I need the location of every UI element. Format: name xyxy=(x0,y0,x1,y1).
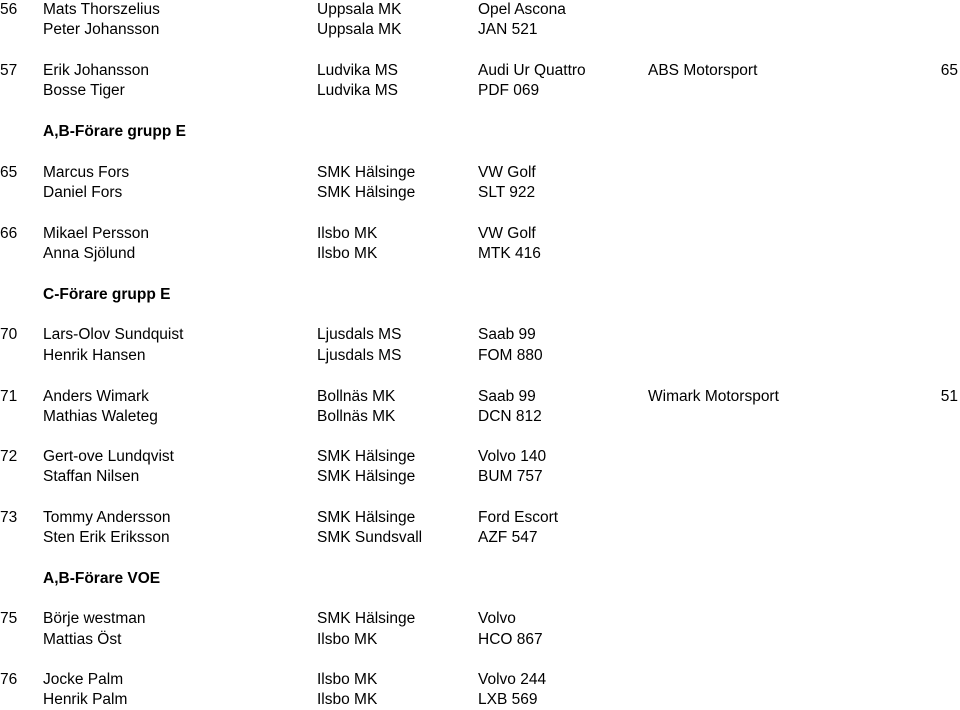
driver-club: SMK Hälsinge xyxy=(317,164,416,181)
registration: JAN 521 xyxy=(478,21,538,38)
registration: SLT 922 xyxy=(478,184,536,201)
driver-club: SMK Hälsinge xyxy=(317,509,416,526)
car-model: Volvo 140 xyxy=(478,448,547,465)
table-row xyxy=(0,508,960,528)
registration: LXB 569 xyxy=(478,691,538,708)
start-number: 65 xyxy=(0,164,18,181)
section-heading: C-Förare grupp E xyxy=(43,286,171,303)
start-number: 76 xyxy=(0,671,18,688)
car-model: Volvo 244 xyxy=(478,671,547,688)
driver-name: Gert-ove Lundqvist xyxy=(43,448,174,465)
registration: DCN 812 xyxy=(478,408,542,425)
start-number: 72 xyxy=(0,448,18,465)
table-row xyxy=(0,183,960,203)
points: 65 xyxy=(940,62,958,79)
table-row xyxy=(0,467,960,487)
codriver-club: Ilsbo MK xyxy=(317,691,378,708)
table-row xyxy=(0,407,960,427)
codriver-club: Bollnäs MK xyxy=(317,408,396,425)
start-number: 73 xyxy=(0,509,18,526)
table-row xyxy=(0,0,960,20)
driver-name: Lars-Olov Sundquist xyxy=(43,326,184,343)
table-row xyxy=(0,387,960,407)
team-name: Wimark Motorsport xyxy=(648,388,779,405)
registration: FOM 880 xyxy=(478,347,543,364)
codriver-club: SMK Hälsinge xyxy=(317,468,416,485)
car-model: Ford Escort xyxy=(478,509,559,526)
codriver-club: Ilsbo MK xyxy=(317,631,378,648)
driver-club: Ludvika MS xyxy=(317,62,398,79)
codriver-name: Mattias Öst xyxy=(43,631,122,648)
car-model: Volvo xyxy=(478,610,516,627)
section-heading: A,B-Förare VOE xyxy=(43,570,161,587)
team-name: ABS Motorsport xyxy=(648,62,758,79)
codriver-name: Sten Erik Eriksson xyxy=(43,529,170,546)
table-row xyxy=(0,244,960,264)
codriver-name: Mathias Waleteg xyxy=(43,408,158,425)
codriver-name: Staffan Nilsen xyxy=(43,468,140,485)
registration: AZF 547 xyxy=(478,529,538,546)
codriver-club: SMK Hälsinge xyxy=(317,184,416,201)
registration: MTK 416 xyxy=(478,245,541,262)
codriver-club: Ludvika MS xyxy=(317,82,398,99)
table-row xyxy=(0,609,960,629)
driver-club: Bollnäs MK xyxy=(317,388,396,405)
section-heading: A,B-Förare grupp E xyxy=(43,123,186,140)
codriver-name: Henrik Hansen xyxy=(43,347,146,364)
driver-club: Ilsbo MK xyxy=(317,225,378,242)
registration: PDF 069 xyxy=(478,82,540,99)
table-row xyxy=(0,224,960,244)
table-row xyxy=(0,325,960,345)
codriver-name: Henrik Palm xyxy=(43,691,128,708)
registration: BUM 757 xyxy=(478,468,543,485)
start-number: 75 xyxy=(0,610,18,627)
driver-club: Ilsbo MK xyxy=(317,671,378,688)
table-row xyxy=(0,163,960,183)
table-row xyxy=(0,20,960,40)
start-number: 71 xyxy=(0,388,18,405)
car-model: VW Golf xyxy=(478,225,536,242)
table-row xyxy=(0,630,960,650)
codriver-name: Bosse Tiger xyxy=(43,82,125,99)
codriver-club: Ilsbo MK xyxy=(317,245,378,262)
table-row xyxy=(0,447,960,467)
driver-name: Marcus Fors xyxy=(43,164,130,181)
driver-name: Anders Wimark xyxy=(43,388,149,405)
registration: HCO 867 xyxy=(478,631,543,648)
codriver-club: SMK Sundsvall xyxy=(317,529,423,546)
start-number: 70 xyxy=(0,326,18,343)
table-row xyxy=(0,61,960,81)
car-model: Saab 99 xyxy=(478,388,536,405)
car-model: Saab 99 xyxy=(478,326,536,343)
table-row xyxy=(0,528,960,548)
driver-club: SMK Hälsinge xyxy=(317,448,416,465)
driver-club: SMK Hälsinge xyxy=(317,610,416,627)
car-model: VW Golf xyxy=(478,164,536,181)
codriver-club: Ljusdals MS xyxy=(317,347,402,364)
codriver-club: Uppsala MK xyxy=(317,21,402,38)
codriver-name: Peter Johansson xyxy=(43,21,160,38)
table-row xyxy=(0,690,960,710)
points: 51 xyxy=(940,388,958,405)
start-number: 56 xyxy=(0,1,18,18)
start-number: 66 xyxy=(0,225,18,242)
car-model: Audi Ur Quattro xyxy=(478,62,586,79)
driver-club: Ljusdals MS xyxy=(317,326,402,343)
driver-name: Mats Thorszelius xyxy=(43,1,160,18)
driver-name: Tommy Andersson xyxy=(43,509,171,526)
table-row xyxy=(0,81,960,101)
driver-name: Erik Johansson xyxy=(43,62,149,79)
driver-name: Börje westman xyxy=(43,610,146,627)
driver-name: Jocke Palm xyxy=(43,671,124,688)
table-row xyxy=(0,670,960,690)
codriver-name: Daniel Fors xyxy=(43,184,123,201)
codriver-name: Anna Sjölund xyxy=(43,245,136,262)
car-model: Opel Ascona xyxy=(478,1,566,18)
table-row xyxy=(0,346,960,366)
start-number: 57 xyxy=(0,62,18,79)
driver-club: Uppsala MK xyxy=(317,1,402,18)
driver-name: Mikael Persson xyxy=(43,225,149,242)
